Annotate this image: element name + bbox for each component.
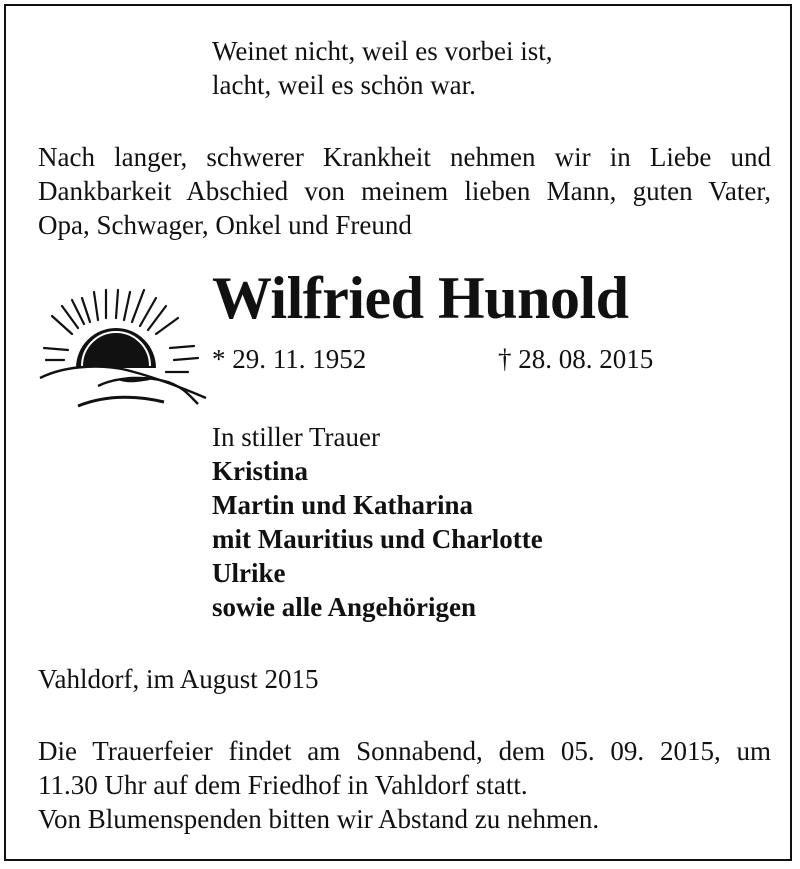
- intro-text: [38, 140, 771, 242]
- mourning-intro: In stiller Trauer: [212, 422, 380, 452]
- funeral-line-3: Von Blumenspenden bitten wir Abstand zu nehmen.: [38, 804, 600, 834]
- mourner-name: Kristina: [212, 456, 309, 486]
- deceased-name: Wilfried Hunold: [212, 265, 629, 331]
- motto-line-1: Weinet nicht, weil es vorbei ist,: [212, 36, 553, 66]
- mourner-name: sowie alle Angehörigen: [212, 592, 476, 622]
- sunset-over-hills-icon: [38, 286, 208, 416]
- mourner-name: mit Mauritius und Charlotte: [212, 524, 543, 554]
- mourner-name: Martin und Katharina: [212, 490, 474, 520]
- place-date: Vahldorf, im August 2015: [38, 664, 319, 694]
- motto-line-2: lacht, weil es schön war.: [212, 70, 476, 100]
- birth-date: * 29. 11. 1952: [212, 344, 367, 374]
- intro-line-1: Nach langer, schwerer Krankheit nehmen wir in Liebe und: [38, 142, 771, 172]
- intro-line-3: Opa, Schwager, Onkel und Freund: [38, 210, 412, 240]
- intro-line-2: Dankbarkeit Abschied von meinem lieben Mann, guten Vater,: [38, 176, 771, 206]
- funeral-info: [38, 734, 771, 836]
- obituary-notice: [4, 4, 792, 861]
- funeral-line-2: 11.30 Uhr auf dem Friedhof in Vahldorf statt.: [38, 770, 528, 800]
- death-date: † 28. 08. 2015: [498, 344, 654, 374]
- mourner-name: Ulrike: [212, 558, 286, 588]
- funeral-line-1: Die Trauerfeier findet am Sonnabend, dem 05. 09. 2015, um: [38, 736, 771, 766]
